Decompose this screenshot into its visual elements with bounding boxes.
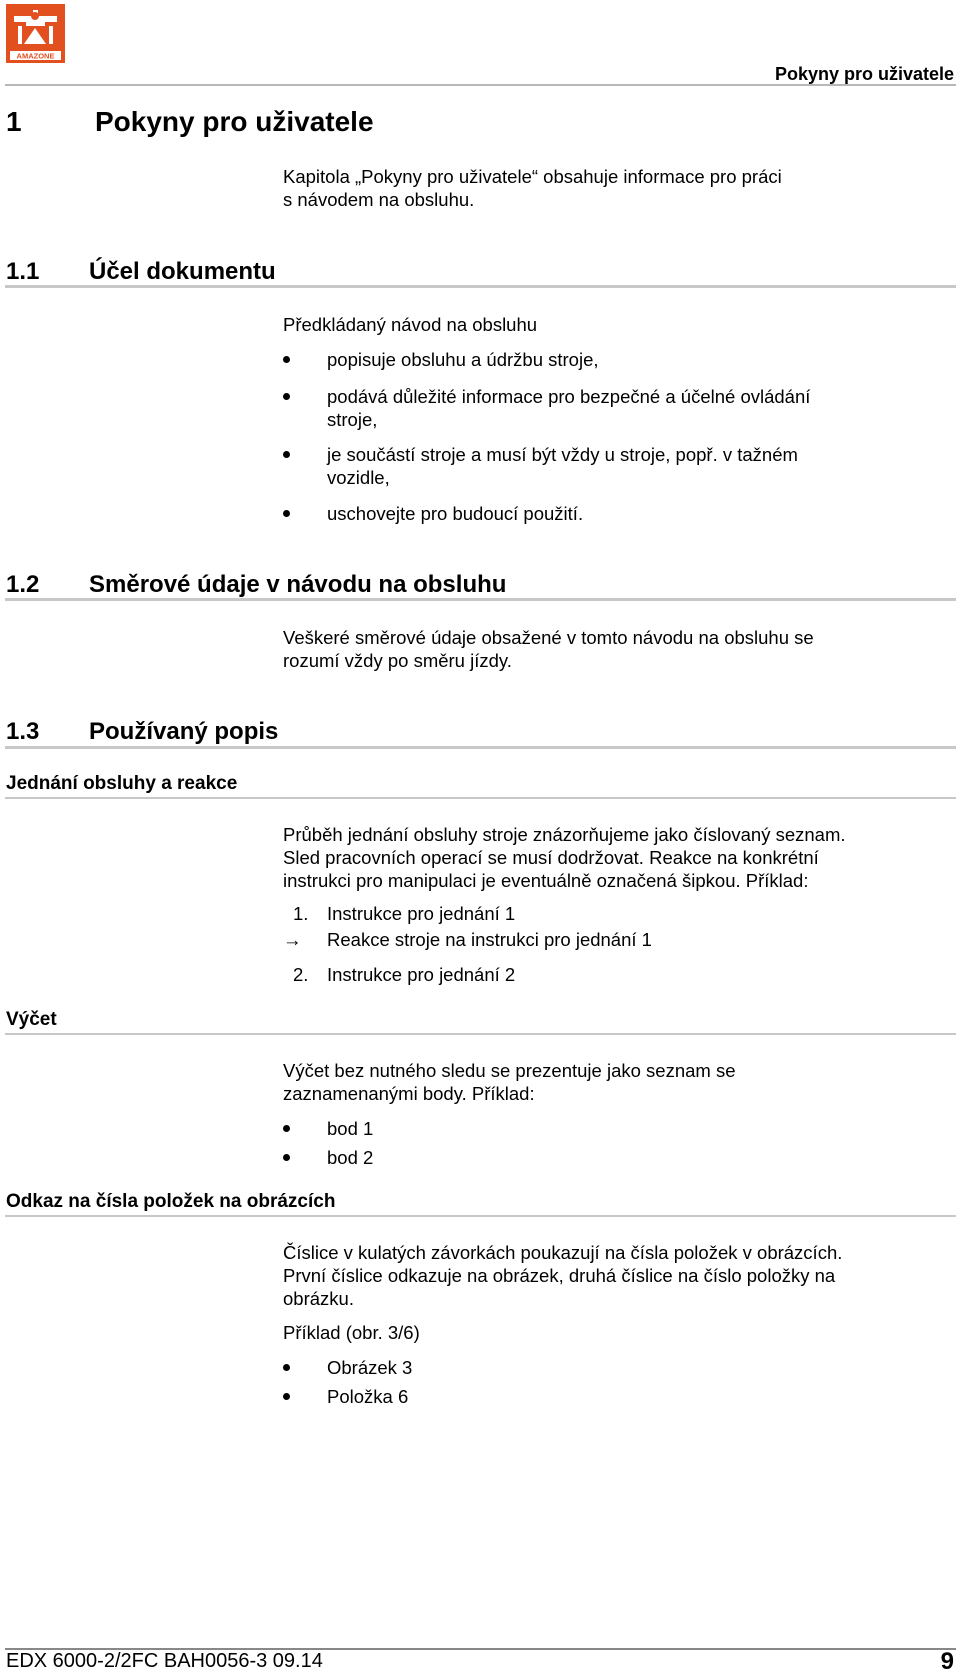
bullet-dot — [283, 393, 290, 400]
reaction-item: Reakce stroje na instrukci pro jednání 1 — [327, 929, 652, 950]
section-rule — [5, 285, 956, 288]
subsection-title-actions: Jednání obsluhy a reakce — [6, 773, 238, 794]
subsection-rule — [5, 797, 956, 799]
subsection-rule — [5, 1215, 956, 1217]
section-rule — [5, 598, 956, 601]
svg-text:AMAZONE: AMAZONE — [16, 51, 55, 61]
section-1-2-line2: rozumí vždy po směru jízdy. — [283, 650, 512, 671]
refs-example: Příklad (obr. 3/6) — [283, 1322, 420, 1343]
bullet-dot — [283, 356, 290, 363]
numbered-marker: 2. — [293, 964, 309, 985]
chapter-intro-line2: s návodem na obsluhu. — [283, 189, 475, 210]
running-header-title: Pokyny pro uživatele — [774, 64, 954, 84]
list-item: bod 1 — [327, 1118, 374, 1139]
refs-line1: Číslice v kulatých závorkách poukazují na čísla položek v obrázcích. — [283, 1242, 843, 1263]
numbered-item: Instrukce pro jednání 1 — [327, 903, 516, 924]
subsection-rule — [5, 1033, 956, 1035]
actions-line1: Průběh jednání obsluhy stroje znázorňujeme jako číslovaný seznam. — [283, 824, 846, 845]
header-divider — [5, 84, 956, 86]
chapter-number: 1 — [6, 106, 22, 137]
subsection-title-list: Výčet — [6, 1009, 57, 1030]
refs-line2: První číslice odkazuje na obrázek, druhá číslice na číslo položky na — [283, 1265, 836, 1286]
list-item-continuation: stroje, — [327, 409, 378, 430]
refs-line3: obrázku. — [283, 1288, 354, 1309]
section-1-2-line1: Veškeré směrové údaje obsažené v tomto návodu na obsluhu se — [283, 627, 814, 648]
bullet-dot — [283, 510, 290, 517]
list-item: bod 2 — [327, 1147, 374, 1168]
list-item: uschovejte pro budoucí použití. — [327, 503, 584, 524]
bullet-dot — [283, 1154, 290, 1161]
actions-line3: instrukci pro manipulaci je eventuálně označená šipkou. Příklad: — [283, 870, 809, 891]
arrow-marker: → — [283, 929, 302, 950]
section-title-1-3: Používaný popis — [89, 718, 279, 745]
bullet-dot — [283, 1125, 290, 1132]
bullet-dot — [283, 1393, 290, 1400]
bullet-dot — [283, 451, 290, 458]
chapter-intro-line1: Kapitola „Pokyny pro uživatele“ obsahuje informace pro práci — [283, 166, 782, 187]
section-1-1-lead: Předkládaný návod na obsluhu — [283, 314, 538, 335]
amazone-logo-graphic — [6, 4, 65, 63]
numbered-item: Instrukce pro jednání 2 — [327, 964, 516, 985]
subsection-title-refs: Odkaz na čísla položek na obrázcích — [6, 1191, 336, 1212]
section-number-1-3: 1.3 — [6, 718, 40, 745]
section-number-1-1: 1.1 — [6, 258, 40, 285]
section-title-1-1: Účel dokumentu — [89, 258, 276, 285]
list-item: podává důležité informace pro bezpečné a účelné ovládání — [327, 386, 811, 407]
section-rule — [5, 746, 956, 749]
bullet-dot — [283, 1364, 290, 1371]
amazone-logo-icon — [6, 4, 65, 63]
list-item: Položka 6 — [327, 1386, 409, 1407]
footer-document-id: EDX 6000-2/2FC BAH0056-3 09.14 — [6, 1650, 323, 1672]
page-number: 9 — [940, 1648, 954, 1675]
list-item: popisuje obsluhu a údržbu stroje, — [327, 349, 599, 370]
list-item: je součástí stroje a musí být vždy u stroje, popř. v tažném — [327, 444, 798, 465]
list-item-continuation: vozidle, — [327, 467, 390, 488]
list-item: Obrázek 3 — [327, 1357, 413, 1378]
actions-line2: Sled pracovních operací se musí dodržovat. Reakce na konkrétní — [283, 847, 819, 868]
section-title-1-2: Směrové údaje v návodu na obsluhu — [89, 571, 507, 598]
list-line2: zaznamenanými body. Příklad: — [283, 1083, 535, 1104]
chapter-title: Pokyny pro uživatele — [95, 106, 374, 137]
section-number-1-2: 1.2 — [6, 571, 40, 598]
numbered-marker: 1. — [293, 903, 309, 924]
list-line1: Výčet bez nutného sledu se prezentuje jako seznam se — [283, 1060, 736, 1081]
